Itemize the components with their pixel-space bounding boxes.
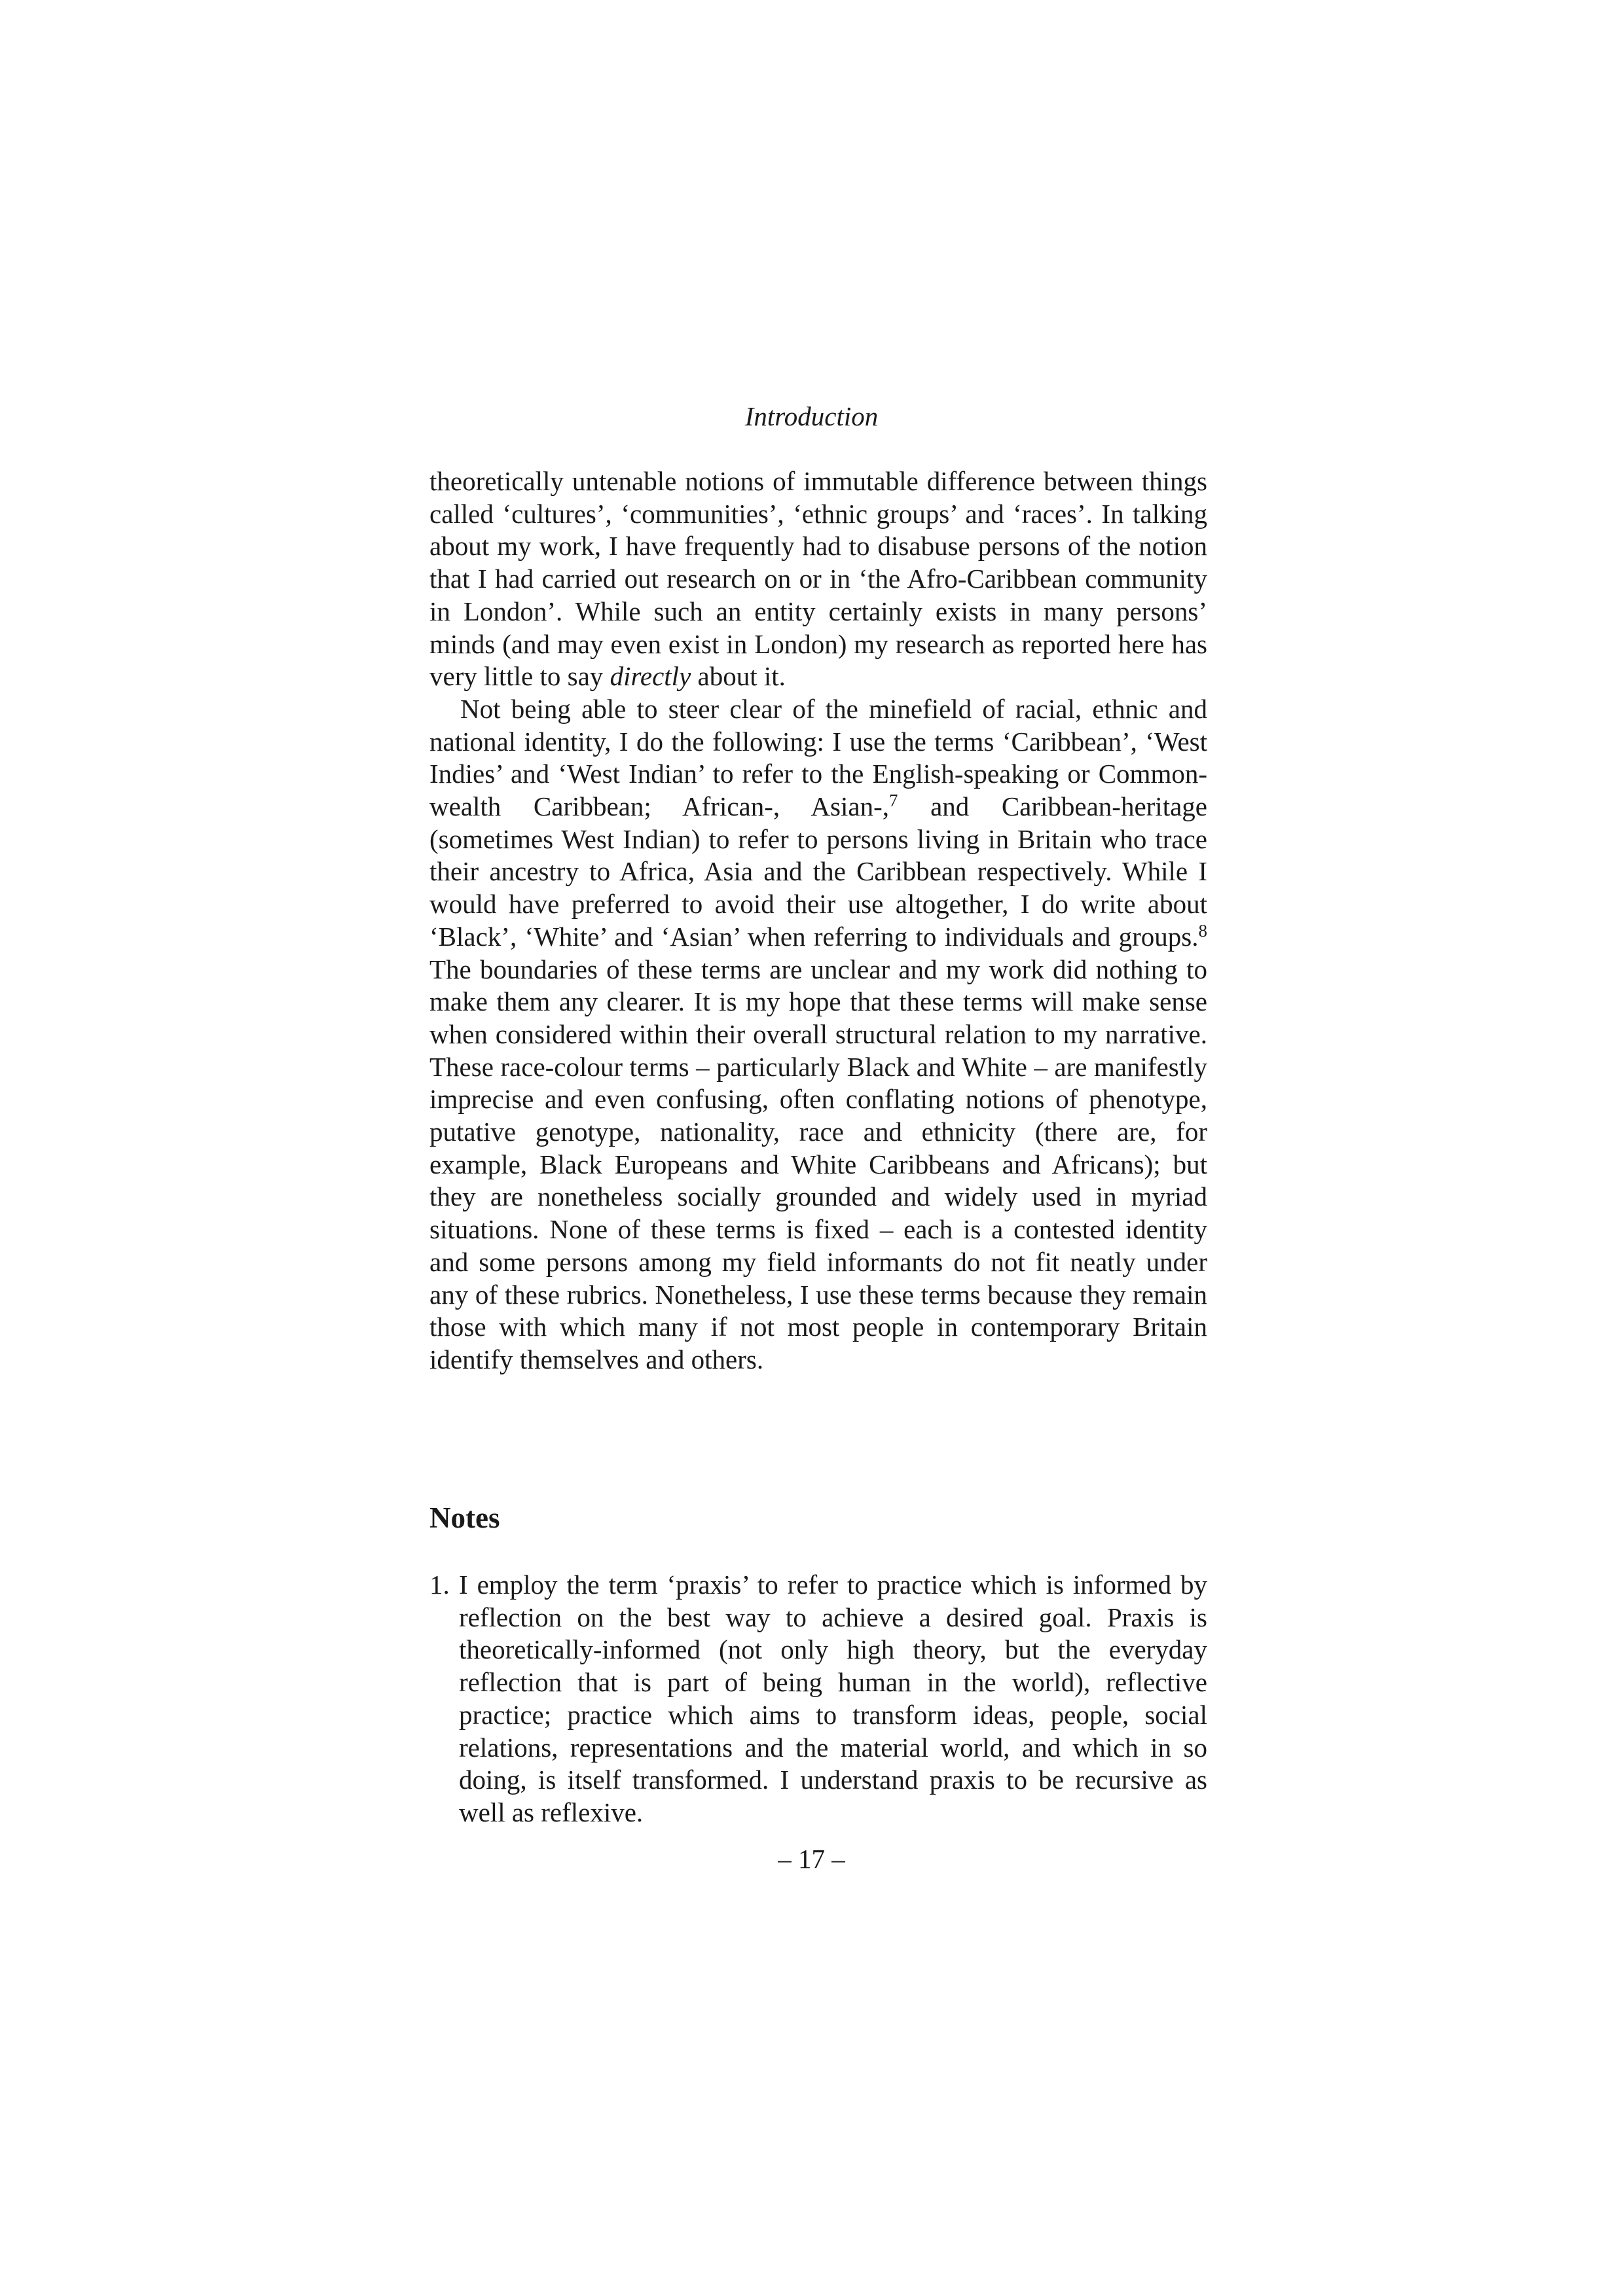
note-text: I employ the term ‘praxis’ to refer to practice which is informed by reflection on the best way to achieve a desired goal. Praxis is theoretically-informed (not only high theory, but the everyday reflection that is part of being human in the world), reflective practice; practice which aims to transform ideas, people, social relations, representations and the material world, and which in so doing, is itself transformed. I understand praxis to be recursive as well as reflexive. [459, 1570, 1207, 1827]
notes-list [429, 1569, 1207, 1829]
paragraph-2-text-c: The boundaries of these terms are unclear and my work did nothing to make them any clearer. It is my hope that these terms will make sense when considered within their overall structural relation to my narrative. These race-colour terms – particularly Black and White – are manifestly imprecise and even confusing, often conflating notions of phenotype, putative genotype, nationality, race and ethnicity (there are, for example, Black Europeans and White Caribbeans and Africans); but they are nonetheless socially grounded and widely used in myriad situations. None of these terms is fixed – each is a contested identity and some persons among my field informants do not fit neatly under any of these rubrics. Nonetheless, I use these terms because they remain those with which many if not most people in contemporary Britain identify themselves and others. [429, 954, 1207, 1374]
emphasis-directly: directly [610, 661, 691, 692]
footnote-ref-7[interactable]: 7 [889, 791, 898, 811]
footnote-ref-8[interactable]: 8 [1198, 920, 1207, 941]
paragraph-1 [429, 465, 1207, 693]
paragraph-1-end: about it. [691, 661, 786, 692]
paragraph-2 [429, 693, 1207, 1376]
running-head: Introduction [744, 401, 879, 431]
paragraph-2-text-b: and Caribbean-heritage (sometimes West Indian) to refer to persons living in Britain who trace their ancestry to Africa, Asia and the Caribbean respectively. While I would have preferred to avoid their use altogether, I do write about ‘Black’, ‘White’ and ‘Asian’ when referring to individuals and groups. [429, 791, 1207, 952]
body-text [429, 465, 1207, 1376]
notes-heading: Notes [429, 1501, 500, 1534]
note-number: 1. [429, 1570, 450, 1600]
note-item [429, 1569, 1207, 1829]
paragraph-1-text: theoretically untenable notions of immutable difference between things called ‘cultures’, ‘communities’, ‘ethnic groups’ and ‘races’. In talking about my work, I have frequently had to disabuse persons of the notion that I had carried out research on or in ‘the Afro-Caribbean community in London’. While such an entity certainly exists in many persons’ minds (and may even exist in London) my research as reported here has very little to say [429, 466, 1207, 692]
paragraph-2-text-a: Not being able to steer clear of the minefield of racial, ethnic and national identity, I do the following: I use the terms ‘Caribbean’, ‘West Indies’ and ‘West Indian’ to refer to the English-speaking or Commonwealth Caribbean; African-, Asian-, [429, 693, 1207, 822]
page-number: – 17 – [778, 1844, 845, 1874]
